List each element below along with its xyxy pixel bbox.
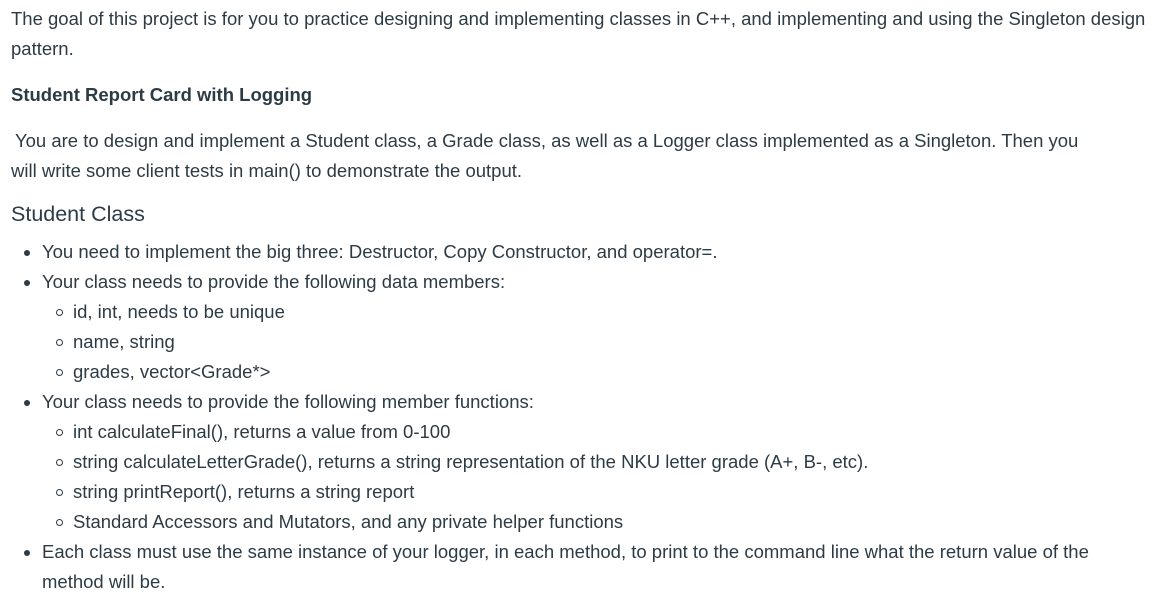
section-heading: Student Class [11, 202, 145, 226]
sub-list-item: string printReport(), returns a string report [42, 477, 1146, 507]
list-item [11, 387, 1146, 537]
project-title: Student Report Card with Logging [11, 84, 313, 105]
list-item-text: You need to implement the big three: Destructor, Copy Constructor, and operator=. [42, 241, 718, 262]
list-item [11, 237, 1146, 267]
sub-list-item: id, int, needs to be unique [42, 297, 1146, 327]
intro-paragraph: The goal of this project is for you to practice designing and implementing classes in C++, and implementing and using the Singleton design pattern. [11, 8, 1146, 59]
sub-list-item: grades, vector<Grade*> [42, 357, 1146, 387]
sub-list-item: string calculateLetterGrade(), returns a string representation of the NKU letter grade (A+, B-, etc). [42, 447, 1146, 477]
sub-list-item: int calculateFinal(), returns a value from 0-100 [42, 417, 1146, 447]
member-functions-list [42, 417, 1146, 537]
list-item-text: Your class needs to provide the following member functions: [42, 391, 534, 412]
list-item [11, 267, 1146, 387]
list-item-text: Each class must use the same instance of your logger, in each method, to print to the command line what the return value of the method will be. [42, 541, 1089, 592]
sub-list-item: name, string [42, 327, 1146, 357]
description-paragraph [11, 126, 1146, 186]
requirements-list [11, 237, 1146, 597]
list-item-text: Your class needs to provide the following data members: [42, 271, 506, 292]
list-item [11, 537, 1146, 597]
sub-list-item: Standard Accessors and Mutators, and any private helper functions [42, 507, 1146, 537]
data-members-list [42, 297, 1146, 387]
description-line-2: will write some client tests in main() to demonstrate the output. [11, 160, 523, 181]
description-line-1: You are to design and implement a Student class, a Grade class, as well as a Logger class implemented as a Singleton. Then you [15, 130, 1079, 151]
